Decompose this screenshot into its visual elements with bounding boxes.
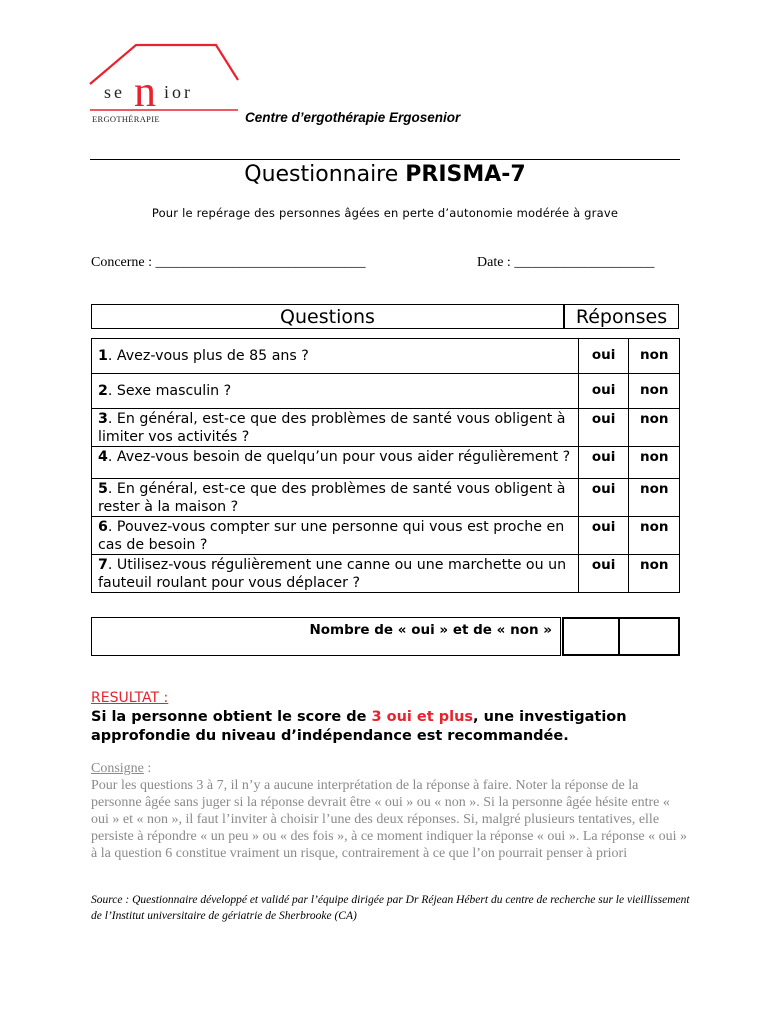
answer-yes[interactable]: oui	[578, 555, 629, 593]
question-cell	[92, 409, 579, 447]
answer-no[interactable]: non	[629, 374, 680, 409]
table-row	[92, 479, 680, 517]
answer-no[interactable]: non	[629, 479, 680, 517]
page-subtitle: Pour le repérage des personnes âgées en perte d’autonomie modérée à grave	[151, 206, 619, 220]
question-text: . Avez-vous plus de 85 ans ?	[107, 348, 309, 364]
responses-header: Réponses	[564, 304, 679, 329]
question-number: 2	[98, 383, 108, 399]
question-number: 5	[98, 481, 108, 497]
consigne-colon: :	[143, 761, 152, 776]
logo-roof	[90, 45, 238, 84]
table-row	[92, 447, 680, 479]
question-cell	[92, 555, 579, 593]
table-row	[92, 339, 680, 374]
answer-yes[interactable]: oui	[578, 374, 629, 409]
question-cell	[92, 447, 579, 479]
consigne-label: Consigne	[91, 761, 144, 776]
question-cell	[92, 517, 579, 555]
count-yes-box[interactable]	[562, 617, 620, 656]
result-title: RESULTAT :	[91, 690, 169, 706]
table-row	[92, 555, 680, 593]
table-row	[92, 409, 680, 447]
answer-yes[interactable]: oui	[578, 447, 629, 479]
question-number: 3	[98, 411, 108, 427]
answer-no[interactable]: non	[629, 447, 680, 479]
question-text: . En général, est-ce que des problèmes de santé vous obligent à limiter vos activités ?	[98, 411, 566, 445]
count-row	[91, 617, 680, 656]
question-number: 7	[98, 557, 108, 573]
result-text-before: Si la personne obtient le score de	[91, 709, 372, 725]
center-name: Centre d’ergothérapie Ergosenior	[245, 110, 461, 125]
title-prefix: Questionnaire	[244, 162, 406, 187]
table-row	[92, 374, 680, 409]
question-number: 6	[98, 519, 108, 535]
question-cell	[92, 479, 579, 517]
ergosenior-logo	[88, 40, 248, 130]
result-highlight: 3 oui et plus	[371, 709, 474, 725]
logo-text-se: se	[104, 82, 125, 102]
count-no-box[interactable]	[620, 617, 680, 656]
question-text: . Avez-vous besoin de quelqu’un pour vous aider régulièrement ?	[107, 449, 571, 465]
header-divider	[90, 159, 680, 160]
questions-header: Questions	[91, 304, 564, 329]
logo-text-n: n	[134, 67, 156, 116]
count-label: Nombre de « oui » et de « non »	[91, 617, 561, 656]
logo-text-ior: ior	[164, 82, 193, 102]
question-text: . Pouvez-vous compter sur une personne qui vous est proche en cas de besoin ?	[98, 519, 565, 553]
questions-table	[91, 338, 680, 593]
title-bold: PRISMA-7	[405, 162, 526, 187]
result-text-after: , une investigation approfondie du niveau d’indépendance est recommandée.	[91, 709, 627, 744]
consigne-text: Pour les questions 3 à 7, il n’y a aucune interprétation de la réponse à faire. Noter la réponse de la personne âgée sans juger si la réponse devrait être « oui » ou « non ». Si la personne âgée hésite entre « oui » et « non », il faut l’inviter à choisir l’une des deux réponses. Si, malgré plusieurs tentatives, elle persiste à répondre « un peu » ou « des fois », à ce moment indiquer la réponse « oui ». La réponse « oui » à la question 6 constitue vraiment un risque, contrairement à ce que l’on pourrait penser à priori	[91, 778, 688, 861]
source-note: Source : Questionnaire développé et validé par l’équipe dirigée par Dr Réjean Hébert du centre de recherche sur le vieillissement de l’Institut universitaire de gériatrie de Sherbrooke (CA)	[91, 894, 690, 922]
answer-yes[interactable]: oui	[578, 479, 629, 517]
page-title	[0, 162, 770, 187]
question-cell	[92, 339, 579, 374]
consigne-block	[91, 760, 691, 862]
question-number: 1	[98, 348, 108, 364]
question-cell	[92, 374, 579, 409]
answer-yes[interactable]: oui	[578, 517, 629, 555]
table-row	[92, 517, 680, 555]
answer-no[interactable]: non	[629, 555, 680, 593]
answer-no[interactable]: non	[629, 409, 680, 447]
question-number: 4	[98, 449, 108, 465]
question-text: . Sexe masculin ?	[107, 383, 232, 399]
question-text: . En général, est-ce que des problèmes de santé vous obligent à rester à la maison ?	[98, 481, 566, 515]
answer-yes[interactable]: oui	[578, 409, 629, 447]
result-text	[91, 708, 691, 746]
answer-no[interactable]: non	[629, 517, 680, 555]
logo-tagline: ERGOTHÉRAPIE	[92, 114, 160, 124]
question-text: . Utilisez-vous régulièrement une canne ou une marchette ou un fauteuil roulant pour vous déplacer ?	[98, 557, 567, 591]
concerne-field[interactable]: Concerne : ______________________________	[91, 255, 366, 270]
answer-no[interactable]: non	[629, 339, 680, 374]
date-field[interactable]: Date : ____________________	[477, 255, 655, 270]
answer-yes[interactable]: oui	[578, 339, 629, 374]
